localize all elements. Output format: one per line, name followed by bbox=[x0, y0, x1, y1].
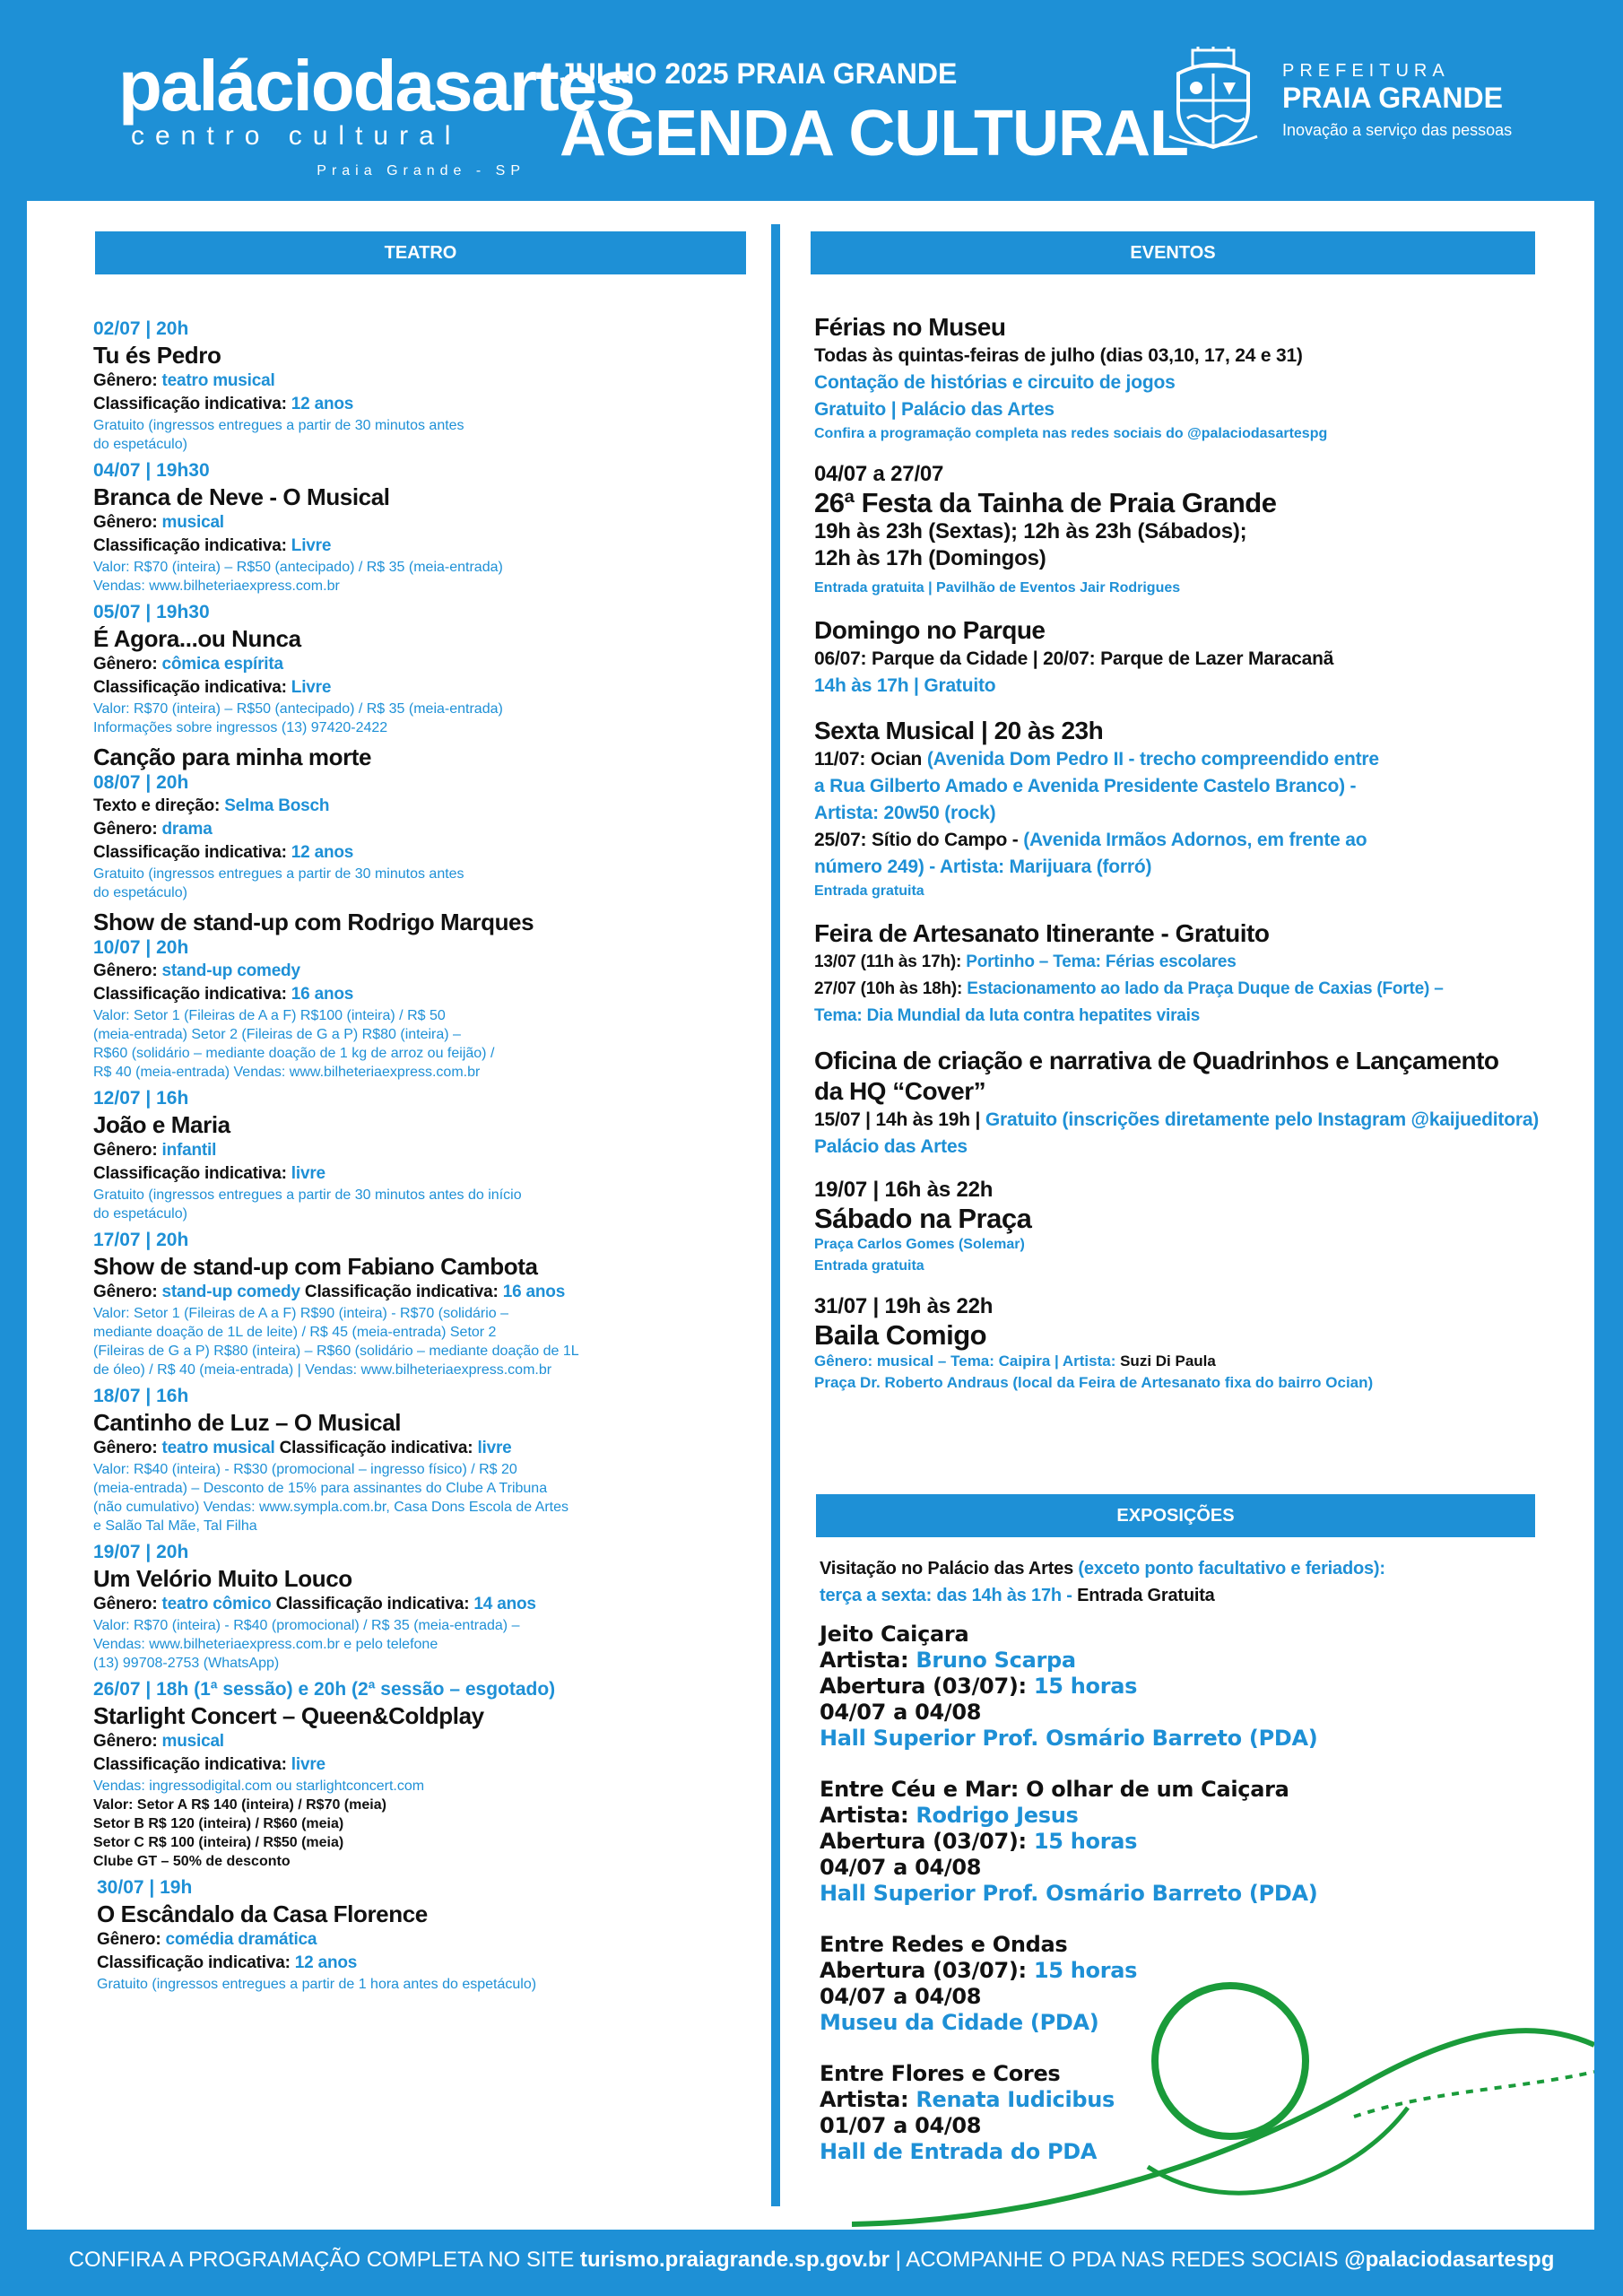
event-line: número 249) - Artista: Marijuara (forró) bbox=[814, 857, 1152, 877]
event-date: 31/07 | 19h às 22h bbox=[814, 1294, 994, 1318]
expo-artist bbox=[820, 1803, 1591, 1829]
expo-intro: Visitação no Palácio das Artes bbox=[820, 1559, 1074, 1578]
teatro-item bbox=[93, 1678, 721, 1871]
teatro-info: Valor: Setor 1 (Fileiras de A a F) R$100 (inteira) / R$ 50 bbox=[93, 1008, 446, 1023]
event-line: Entrada gratuita bbox=[814, 883, 924, 899]
prefeitura-text bbox=[1282, 61, 1569, 140]
artist-value: Rodrigo Jesus bbox=[916, 1803, 1079, 1828]
pref-main: PRAIA GRANDE bbox=[1282, 82, 1503, 114]
content-panel bbox=[27, 201, 1594, 2230]
palacio-logo bbox=[118, 46, 634, 179]
event-line: Gênero: musical – Tema: Caipira | Artista: bbox=[814, 1352, 1116, 1370]
teatro-genre bbox=[93, 1139, 721, 1162]
teatro-info: Valor: R$70 (inteira) – R$50 (antecipado) / R$ 35 (meia-entrada) bbox=[93, 701, 503, 717]
genre-label: Gênero: bbox=[93, 1283, 162, 1301]
rating-label: Classificação indicativa: bbox=[93, 843, 291, 862]
header bbox=[0, 0, 1623, 201]
genre-value: infantil bbox=[161, 1141, 217, 1160]
teatro-date: 30/07 | 19h bbox=[97, 1877, 193, 1898]
teatro-rating bbox=[93, 676, 721, 700]
rating-label: Classificação indicativa: bbox=[93, 678, 291, 697]
event-line: 27/07 (10h às 18h): bbox=[814, 979, 963, 998]
opening-label: Abertura (03/07): bbox=[820, 1674, 1034, 1699]
teatro-name: Cantinho de Luz – O Musical bbox=[93, 1409, 402, 1436]
opening-value: 15 horas bbox=[1033, 1829, 1138, 1854]
genre-value: teatro musical bbox=[161, 1439, 275, 1457]
teatro-info: do espetáculo) bbox=[93, 437, 187, 452]
teatro-rating bbox=[93, 1753, 721, 1777]
teatro-info: (13) 99708-2753 (WhatsApp) bbox=[93, 1656, 280, 1671]
genre-value: musical bbox=[161, 513, 224, 532]
rating-label: Classificação indicativa: bbox=[93, 985, 291, 1004]
teatro-info: R$ 40 (meia-entrada) Vendas: www.bilheteriaexpress.com.br bbox=[93, 1065, 481, 1080]
event-line: Contação de histórias e circuito de jogos bbox=[814, 372, 1176, 393]
event-name: Baila Comigo bbox=[814, 1319, 987, 1351]
event-line: 12h às 17h (Domingos) bbox=[814, 546, 1046, 570]
event-line: 25/07: Sítio do Campo - bbox=[814, 830, 1019, 850]
event-line: Palácio das Artes bbox=[814, 1136, 968, 1157]
genre-label: Gênero: bbox=[93, 655, 162, 674]
event-sabado bbox=[814, 1177, 1603, 1277]
event-line: a Rua Gilberto Amado e Avenida Presidente Castelo Branco) - bbox=[814, 776, 1357, 796]
teatro-date: 02/07 | 20h bbox=[93, 318, 189, 339]
rating-value: 16 anos bbox=[291, 985, 354, 1004]
teatro-item bbox=[93, 1229, 721, 1379]
teatro-name: Branca de Neve - O Musical bbox=[93, 483, 390, 510]
opening-value: 15 horas bbox=[1033, 1958, 1138, 1983]
teatro-date: 18/07 | 16h bbox=[93, 1386, 189, 1406]
event-line: 14h às 17h | Gratuito bbox=[814, 675, 996, 696]
teatro-genre bbox=[93, 653, 721, 676]
teatro-info: Gratuito (ingressos entregues a partir de 30 minutos antes bbox=[93, 418, 464, 433]
rating-value: livre bbox=[291, 1755, 325, 1774]
section-teatro: TEATRO bbox=[95, 231, 746, 274]
genre-label: Gênero: bbox=[93, 371, 162, 390]
genre-label: Gênero: bbox=[93, 820, 162, 839]
genre-value: drama bbox=[161, 820, 213, 839]
rating-value: 16 anos bbox=[502, 1283, 566, 1301]
teatro-date: 26/07 | 18h (1ª sessão) e 20h (2ª sessão – esgotado) bbox=[93, 1679, 556, 1700]
opening-value: 15 horas bbox=[1033, 1674, 1138, 1699]
teatro-date: 12/07 | 16h bbox=[93, 1088, 189, 1109]
teatro-item bbox=[97, 1876, 721, 1994]
teatro-rating bbox=[93, 535, 721, 558]
teatro-info: (meia-entrada) – Desconto de 15% para assinantes do Clube A Tribuna bbox=[93, 1481, 548, 1496]
event-line: Praça Carlos Gomes (Solemar) bbox=[814, 1237, 1025, 1252]
genre-value: teatro cômico bbox=[161, 1595, 272, 1613]
genre-label: Gênero: bbox=[93, 1595, 162, 1613]
teatro-genre bbox=[93, 1593, 721, 1616]
expo-place: Hall Superior Prof. Osmário Barreto (PDA) bbox=[820, 1881, 1318, 1906]
teatro-info: Vendas: www.bilheteriaexpress.com.br bbox=[93, 578, 340, 594]
teatro-genre bbox=[93, 818, 721, 841]
expo-intro: (exceto ponto facultativo e feriados): bbox=[1078, 1559, 1385, 1578]
event-name: da HQ “Cover” bbox=[814, 1077, 986, 1105]
event-feira bbox=[814, 918, 1603, 1030]
teatro-info: Gratuito (ingressos entregues a partir de 1 hora antes do espetáculo) bbox=[97, 1977, 537, 1992]
teatro-info: Informações sobre ingressos (13) 97420-2422 bbox=[93, 720, 388, 735]
rating-value: livre bbox=[477, 1439, 512, 1457]
event-line: 15/07 | 14h às 19h | bbox=[814, 1109, 981, 1130]
logo-city: Praia Grande - SP bbox=[317, 163, 525, 178]
event-ferias bbox=[814, 312, 1603, 445]
logo-sub: centro cultural bbox=[131, 121, 462, 151]
teatro-info: mediante doação de 1L de leite) / R$ 45 (meia-entrada) Setor 2 bbox=[93, 1325, 497, 1340]
teatro-name: Canção para minha morte bbox=[93, 744, 372, 770]
expo-name: Entre Redes e Ondas bbox=[820, 1932, 1068, 1957]
expo-dates: 04/07 a 04/08 bbox=[820, 1855, 982, 1880]
direction-value: Selma Bosch bbox=[224, 796, 330, 815]
expo-dates: 04/07 a 04/08 bbox=[820, 1984, 982, 2009]
event-line: 06/07: Parque da Cidade | 20/07: Parque de Lazer Maracanã bbox=[814, 648, 1334, 669]
rating-value: 14 anos bbox=[473, 1595, 536, 1613]
expo-name: Entre Flores e Cores bbox=[820, 2061, 1061, 2086]
pref-slogan: Inovação a serviço das pessoas bbox=[1282, 121, 1513, 139]
genre-value: stand-up comedy bbox=[161, 961, 300, 980]
event-line: Artista: 20w50 (rock) bbox=[814, 803, 996, 823]
footer-text: CONFIRA A PROGRAMAÇÃO COMPLETA NO SITE bbox=[68, 2248, 575, 2272]
teatro-name: Show de stand-up com Fabiano Cambota bbox=[93, 1253, 538, 1280]
teatro-item bbox=[93, 908, 721, 1082]
teatro-info: (não cumulativo) Vendas: www.sympla.com.br, Casa Dons Escola de Artes bbox=[93, 1500, 569, 1515]
rating-label: Classificação indicativa: bbox=[93, 536, 291, 555]
teatro-price: Setor B R$ 120 (inteira) / R$60 (meia) bbox=[93, 1816, 344, 1831]
event-line: Entrada gratuita bbox=[814, 1258, 924, 1274]
teatro-genre bbox=[93, 1281, 721, 1304]
teatro-genre bbox=[93, 370, 721, 393]
artist-value: Bruno Scarpa bbox=[916, 1648, 1076, 1673]
expo-item bbox=[820, 1622, 1591, 1752]
teatro-name: Starlight Concert – Queen&Coldplay bbox=[93, 1702, 484, 1729]
artist-value: Renata Iudicibus bbox=[916, 2087, 1115, 2112]
teatro-name: Um Velório Muito Louco bbox=[93, 1565, 352, 1592]
teatro-item bbox=[93, 1087, 721, 1223]
rating-value: 12 anos bbox=[291, 843, 354, 862]
teatro-rating bbox=[93, 841, 721, 865]
page-title: AGENDA CULTURAL bbox=[560, 98, 1188, 170]
footer bbox=[0, 2248, 1623, 2296]
rating-label: Classificação indicativa: bbox=[274, 1439, 478, 1457]
expo-dates: 01/07 a 04/08 bbox=[820, 2113, 982, 2138]
teatro-info: e Salão Tal Mãe, Tal Filha bbox=[93, 1518, 257, 1534]
footer-social-handle[interactable]: @palaciodasartespg bbox=[1344, 2248, 1555, 2272]
genre-label: Gênero: bbox=[93, 961, 162, 980]
artist-label: Artista: bbox=[820, 2087, 916, 2112]
expo-intro: terça a sexta: das 14h às 17h - bbox=[820, 1586, 1072, 1605]
event-line: 11/07: Ocian bbox=[814, 749, 923, 770]
teatro-info: Gratuito (ingressos entregues a partir de 30 minutos antes do início bbox=[93, 1187, 522, 1203]
teatro-info: Valor: R$70 (inteira) - R$40 (promocional) / R$ 35 (meia-entrada) – bbox=[93, 1618, 520, 1633]
event-name: Férias no Museu bbox=[814, 313, 1006, 341]
direction-label: Texto e direção: bbox=[93, 796, 225, 815]
event-line: Portinho – Tema: Férias escolares bbox=[966, 952, 1237, 971]
genre-label: Gênero: bbox=[97, 1930, 166, 1949]
teatro-info: Vendas: ingressodigital.com ou starlightconcert.com bbox=[93, 1779, 425, 1794]
event-domingo bbox=[814, 615, 1603, 700]
teatro-item bbox=[93, 317, 721, 454]
teatro-rating bbox=[93, 1162, 721, 1186]
event-line: Confira a programação completa nas redes sociais do @palaciodasartespg bbox=[814, 426, 1328, 441]
rating-label: Classificação indicativa: bbox=[271, 1595, 474, 1613]
artist-label: Artista: bbox=[820, 1648, 916, 1673]
genre-label: Gênero: bbox=[93, 513, 162, 532]
green-swirl-decoration bbox=[852, 1955, 1594, 2230]
opening-label: Abertura (03/07): bbox=[820, 1829, 1034, 1854]
event-oficina bbox=[814, 1046, 1603, 1161]
teatro-info: Vendas: www.bilheteriaexpress.com.br e pelo telefone bbox=[93, 1637, 438, 1652]
title-block bbox=[560, 57, 1188, 171]
teatro-name: João e Maria bbox=[93, 1111, 230, 1138]
expo-artist bbox=[820, 1648, 1591, 1674]
event-name: Oficina de criação e narrativa de Quadrinhos e Lançamento bbox=[814, 1047, 1499, 1074]
footer-site-link[interactable]: turismo.praiagrande.sp.gov.br bbox=[579, 2248, 890, 2272]
genre-value: teatro musical bbox=[161, 371, 275, 390]
teatro-item bbox=[93, 601, 721, 737]
teatro-item bbox=[93, 459, 721, 596]
expo-opening bbox=[820, 1674, 1591, 1700]
teatro-info: do espetáculo) bbox=[93, 1206, 187, 1222]
teatro-info: (meia-entrada) Setor 2 (Fileiras de G a P) R$80 (inteira) – bbox=[93, 1027, 461, 1042]
teatro-genre bbox=[93, 1437, 721, 1460]
event-line: 13/07 (11h às 17h): bbox=[814, 952, 962, 971]
pref-top: PREFEITURA bbox=[1282, 61, 1450, 81]
genre-value: cômica espírita bbox=[161, 655, 283, 674]
teatro-date: 05/07 | 19h30 bbox=[93, 602, 210, 622]
expo-intro: Entrada Gratuita bbox=[1077, 1586, 1215, 1605]
eventos-list bbox=[814, 312, 1603, 1410]
expo-place: Museu da Cidade (PDA) bbox=[820, 2010, 1099, 2035]
teatro-item bbox=[93, 1385, 721, 1535]
genre-label: Gênero: bbox=[93, 1141, 162, 1160]
event-line: Gratuito (inscrições diretamente pelo Instagram @kaijueditora) bbox=[985, 1109, 1540, 1130]
rating-value: Livre bbox=[291, 536, 332, 555]
teatro-item bbox=[93, 743, 721, 902]
section-exposicoes: EXPOSIÇÕES bbox=[816, 1494, 1535, 1537]
teatro-direction bbox=[93, 795, 721, 818]
teatro-item bbox=[93, 1541, 721, 1673]
event-name: Feira de Artesanato Itinerante - Gratuito bbox=[814, 919, 1270, 947]
city-crest-icon bbox=[1166, 47, 1261, 151]
teatro-date: 04/07 | 19h30 bbox=[93, 460, 210, 481]
rating-value: Livre bbox=[291, 678, 332, 697]
teatro-price: Clube GT – 50% de desconto bbox=[93, 1854, 291, 1869]
genre-label: Gênero: bbox=[93, 1732, 162, 1751]
teatro-price: Setor C R$ 100 (inteira) / R$50 (meia) bbox=[93, 1835, 344, 1850]
teatro-info: R$60 (solidário – mediante doação de 1 kg de arroz ou feijão) / bbox=[93, 1046, 495, 1061]
genre-label: Gênero: bbox=[93, 1439, 162, 1457]
event-line: Tema: Dia Mundial da luta contra hepatites virais bbox=[814, 1006, 1201, 1025]
expo-item bbox=[820, 1777, 1591, 1907]
teatro-date: 19/07 | 20h bbox=[93, 1542, 189, 1562]
rating-value: livre bbox=[291, 1164, 325, 1183]
genre-value: stand-up comedy bbox=[161, 1283, 300, 1301]
teatro-date: 10/07 | 20h bbox=[93, 937, 189, 958]
event-line: (Avenida Dom Pedro II - trecho compreendido entre bbox=[926, 749, 1379, 770]
event-line: 19h às 23h (Sextas); 12h às 23h (Sábados); bbox=[814, 519, 1247, 544]
teatro-list bbox=[93, 317, 721, 1999]
genre-value: comédia dramática bbox=[165, 1930, 317, 1949]
rating-label: Classificação indicativa: bbox=[93, 395, 291, 413]
event-line: (Avenida Irmãos Adornos, em frente ao bbox=[1023, 830, 1367, 850]
event-baila bbox=[814, 1293, 1603, 1394]
footer-text: | ACOMPANHE O PDA NAS REDES SOCIAIS bbox=[895, 2248, 1339, 2272]
event-date: 19/07 | 16h às 22h bbox=[814, 1178, 994, 1202]
event-tainha bbox=[814, 461, 1603, 599]
expo-name: Jeito Caiçara bbox=[820, 1622, 969, 1647]
expo-dates: 04/07 a 04/08 bbox=[820, 1700, 982, 1725]
teatro-genre bbox=[93, 960, 721, 983]
expo-name: Entre Céu e Mar: O olhar de um Caiçara bbox=[820, 1777, 1289, 1802]
teatro-info: de óleo) / R$ 40 (meia-entrada) | Vendas: www.bilheteriaexpress.com.br bbox=[93, 1362, 552, 1378]
teatro-info: Valor: Setor 1 (Fileiras de A a F) R$90 (inteira) - R$70 (solidário – bbox=[93, 1306, 509, 1321]
event-line: Todas às quintas-feiras de julho (dias 03,10, 17, 24 e 31) bbox=[814, 345, 1303, 366]
event-name: 26ª Festa da Tainha de Praia Grande bbox=[814, 487, 1277, 518]
teatro-name: O Escândalo da Casa Florence bbox=[97, 1900, 428, 1927]
teatro-info: do espetáculo) bbox=[93, 885, 187, 900]
event-name: Domingo no Parque bbox=[814, 616, 1046, 644]
event-name: Sexta Musical | 20 às 23h bbox=[814, 717, 1104, 744]
teatro-genre bbox=[93, 1730, 721, 1753]
expo-opening bbox=[820, 1829, 1591, 1855]
teatro-name: Tu és Pedro bbox=[93, 342, 221, 369]
rating-label: Classificação indicativa: bbox=[97, 1953, 295, 1972]
teatro-date: 17/07 | 20h bbox=[93, 1230, 189, 1250]
teatro-info: Gratuito (ingressos entregues a partir de 30 minutos antes bbox=[93, 866, 464, 882]
rating-value: 12 anos bbox=[291, 395, 354, 413]
title-top: JULHO 2025 PRAIA GRANDE bbox=[560, 57, 958, 90]
teatro-info: (Fileiras de G a P) R$80 (inteira) – R$60 (solidário – mediante doação de 1L bbox=[93, 1344, 579, 1359]
section-eventos: EVENTOS bbox=[811, 231, 1535, 274]
event-line: Estacionamento ao lado da Praça Duque de Caxias (Forte) – bbox=[967, 979, 1444, 998]
event-line: Entrada gratuita | Pavilhão de Eventos Jair Rodrigues bbox=[814, 580, 1181, 596]
event-name: Sábado na Praça bbox=[814, 1203, 1032, 1234]
event-line: Gratuito | Palácio das Artes bbox=[814, 399, 1055, 420]
teatro-price: Valor: Setor A R$ 140 (inteira) / R$70 (meia) bbox=[93, 1797, 386, 1813]
event-date: 04/07 a 27/07 bbox=[814, 462, 944, 486]
teatro-info: Valor: R$40 (inteira) - R$30 (promocional – ingresso físico) / R$ 20 bbox=[93, 1462, 517, 1477]
event-line: Praça Dr. Roberto Andraus (local da Feira de Artesanato fixa do bairro Ocian) bbox=[814, 1374, 1374, 1391]
teatro-genre bbox=[97, 1928, 721, 1952]
teatro-name: É Agora...ou Nunca bbox=[93, 625, 301, 652]
teatro-info: Valor: R$70 (inteira) – R$50 (antecipado) / R$ 35 (meia-entrada) bbox=[93, 560, 503, 575]
opening-label: Abertura (03/07): bbox=[820, 1958, 1034, 1983]
column-divider bbox=[771, 224, 780, 2206]
teatro-name: Show de stand-up com Rodrigo Marques bbox=[93, 909, 534, 935]
teatro-genre bbox=[93, 511, 721, 535]
teatro-date: 08/07 | 20h bbox=[93, 772, 189, 793]
artist-label: Artista: bbox=[820, 1803, 916, 1828]
teatro-rating bbox=[93, 983, 721, 1006]
rating-label: Classificação indicativa: bbox=[93, 1755, 291, 1774]
rating-label: Classificação indicativa: bbox=[299, 1283, 503, 1301]
rating-label: Classificação indicativa: bbox=[93, 1164, 291, 1183]
teatro-rating bbox=[93, 393, 721, 416]
rating-value: 12 anos bbox=[294, 1953, 358, 1972]
expo-place: Hall Superior Prof. Osmário Barreto (PDA) bbox=[820, 1726, 1318, 1751]
expo-place: Hall de Entrada do PDA bbox=[820, 2139, 1098, 2164]
logo-main: paláciodasartes bbox=[118, 46, 634, 126]
event-line: Suzi Di Paula bbox=[1120, 1352, 1216, 1370]
teatro-rating bbox=[97, 1952, 721, 1975]
event-sexta-musical bbox=[814, 716, 1603, 902]
genre-value: musical bbox=[161, 1732, 224, 1751]
